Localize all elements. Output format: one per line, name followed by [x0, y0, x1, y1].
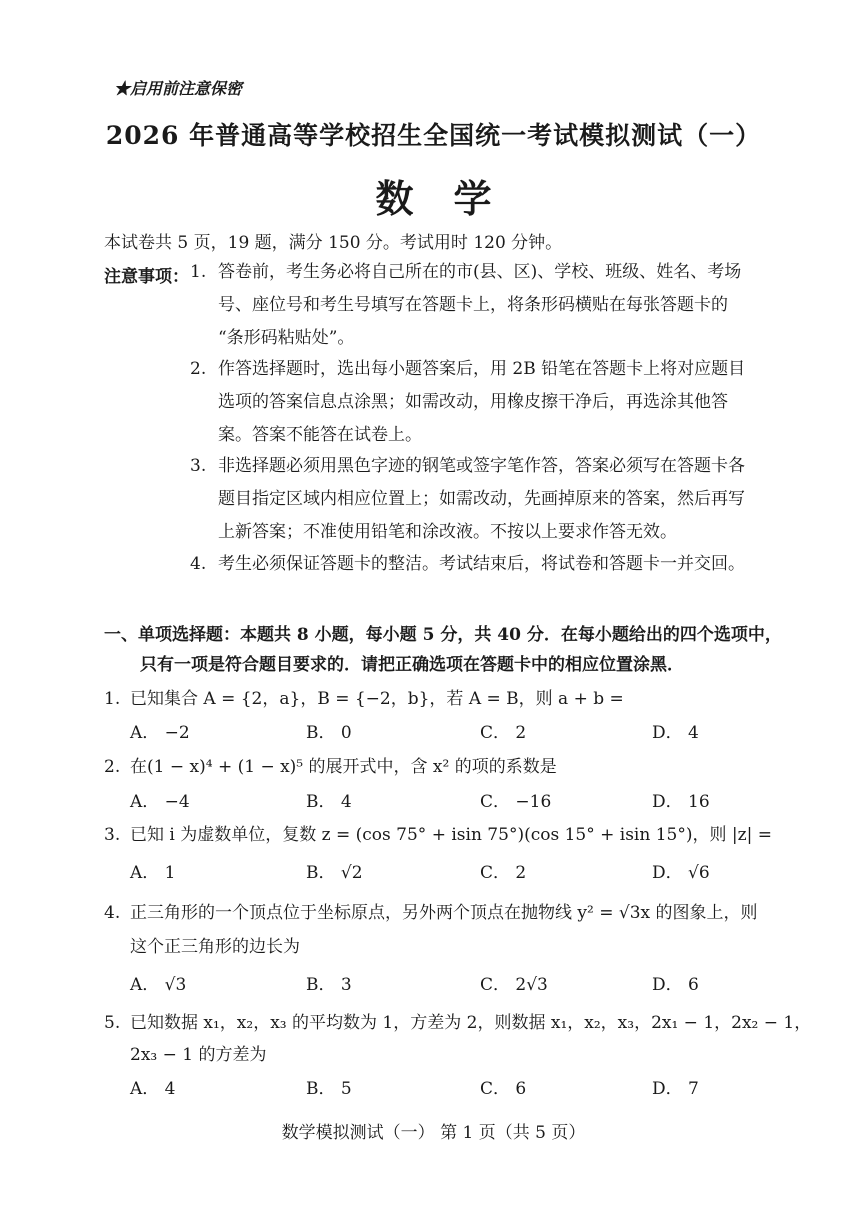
- note-line: 号、座位号和考生号填写在答题卡上，将条形码横贴在每张答题卡的: [218, 295, 728, 315]
- note-line: 答卷前，考生务必将自己所在的市(县、区)、学校、班级、姓名、考场: [218, 262, 742, 282]
- confidential-mark: ★启用前注意保密: [114, 79, 243, 98]
- note-line: 上新答案；不准使用铅笔和涂改液。不按以上要求作答无效。: [218, 522, 677, 542]
- question-number: 2.: [104, 757, 121, 777]
- question-stem: 已知集合 A = {2，a}，B = {−2，b}，若 A = B，则 a + b =: [130, 689, 624, 709]
- option-b: B． 3: [306, 975, 352, 995]
- question-number: 4.: [104, 903, 121, 923]
- note-line: 考生必须保证答题卡的整洁。考试结束后，将试卷和答题卡一并交回。: [218, 554, 745, 574]
- option-c: C． 2: [480, 723, 527, 743]
- question-3: [104, 820, 772, 845]
- subject-title: 数学: [375, 176, 532, 221]
- notes-label: 注意事项：: [104, 267, 189, 287]
- section-heading: [104, 620, 782, 680]
- note-line: 作答选择题时，选出每小题答案后，用 2B 铅笔在答题卡上将对应题目: [218, 359, 746, 379]
- question-number: 1.: [104, 689, 121, 709]
- option-a: A． √3: [130, 975, 187, 995]
- option-d: D． 16: [652, 792, 710, 812]
- option-d: D． 4: [652, 723, 699, 743]
- option-d: D． 7: [652, 1079, 699, 1099]
- note-number: 1.: [190, 262, 207, 282]
- question-4: [104, 898, 758, 923]
- note-line: 题目指定区域内相应位置上；如需改动，先画掉原来的答案，然后再写: [218, 489, 745, 509]
- question-stem: 已知 i 为虚数单位，复数 z = (cos 75° + isin 75°)(cos 15° + isin 15°)，则 |z| =: [130, 825, 772, 845]
- note-number: 2.: [190, 359, 207, 379]
- note-line: 选项的答案信息点涂黑；如需改动，用橡皮擦干净后，再选涂其他答: [218, 392, 728, 412]
- option-c: C． 6: [480, 1079, 527, 1099]
- note-line: “条形码粘贴处”。: [218, 328, 355, 348]
- option-b: B． √2: [306, 863, 363, 883]
- question-1: [104, 684, 624, 709]
- option-a: A． −4: [130, 792, 190, 812]
- page-footer: 数学模拟测试（一） 第 1 页（共 5 页）: [281, 1123, 586, 1143]
- question-stem: 已知数据 x₁，x₂，x₃ 的平均数为 1，方差为 2，则数据 x₁，x₂，x₃，2x₁ − 1，2x₂ − 1，: [130, 1013, 812, 1033]
- option-a: A． −2: [130, 723, 190, 743]
- question-2: [104, 752, 557, 777]
- question-stem: 在(1 − x)⁴ + (1 − x)⁵ 的展开式中，含 x² 的项的系数是: [130, 757, 557, 777]
- note-line: 案。答案不能答在试卷上。: [218, 425, 422, 445]
- question-stem: 正三角形的一个顶点位于坐标原点，另外两个顶点在抛物线 y² = √3x 的图象上，则: [130, 903, 758, 923]
- option-a: A． 1: [130, 863, 176, 883]
- section-heading-line: 只有一项是符合题目要求的．请把正确选项在答题卡中的相应位置涂黑．: [140, 655, 684, 675]
- exam-title: 2026 年普通高等学校招生全国统一考试模拟测试（一）: [105, 121, 762, 150]
- question-stem-continued: 这个正三角形的边长为: [130, 937, 300, 957]
- option-d: D． 6: [652, 975, 699, 995]
- option-a: A． 4: [130, 1079, 176, 1099]
- note-number: 4.: [190, 554, 207, 574]
- question-number: 3.: [104, 825, 121, 845]
- question-number: 5.: [104, 1013, 121, 1033]
- option-c: C． 2: [480, 863, 527, 883]
- note-number: 3.: [190, 456, 207, 476]
- option-b: B． 4: [306, 792, 352, 812]
- option-b: B． 0: [306, 723, 352, 743]
- option-d: D． √6: [652, 863, 710, 883]
- question-5: [104, 1008, 811, 1033]
- note-line: 非选择题必须用黑色字迹的钢笔或签字笔作答，答案必须写在答题卡各: [218, 456, 745, 476]
- option-b: B． 5: [306, 1079, 352, 1099]
- option-c: C． 2√3: [480, 975, 548, 995]
- option-c: C． −16: [480, 792, 552, 812]
- section-heading-line: 一、单项选择题：本题共 8 小题，每小题 5 分，共 40 分．在每小题给出的四个选项中，: [104, 625, 782, 645]
- question-stem-continued: 2x₃ − 1 的方差为: [130, 1045, 267, 1065]
- exam-intro: 本试卷共 5 页，19 题，满分 150 分。考试用时 120 分钟。: [104, 233, 563, 253]
